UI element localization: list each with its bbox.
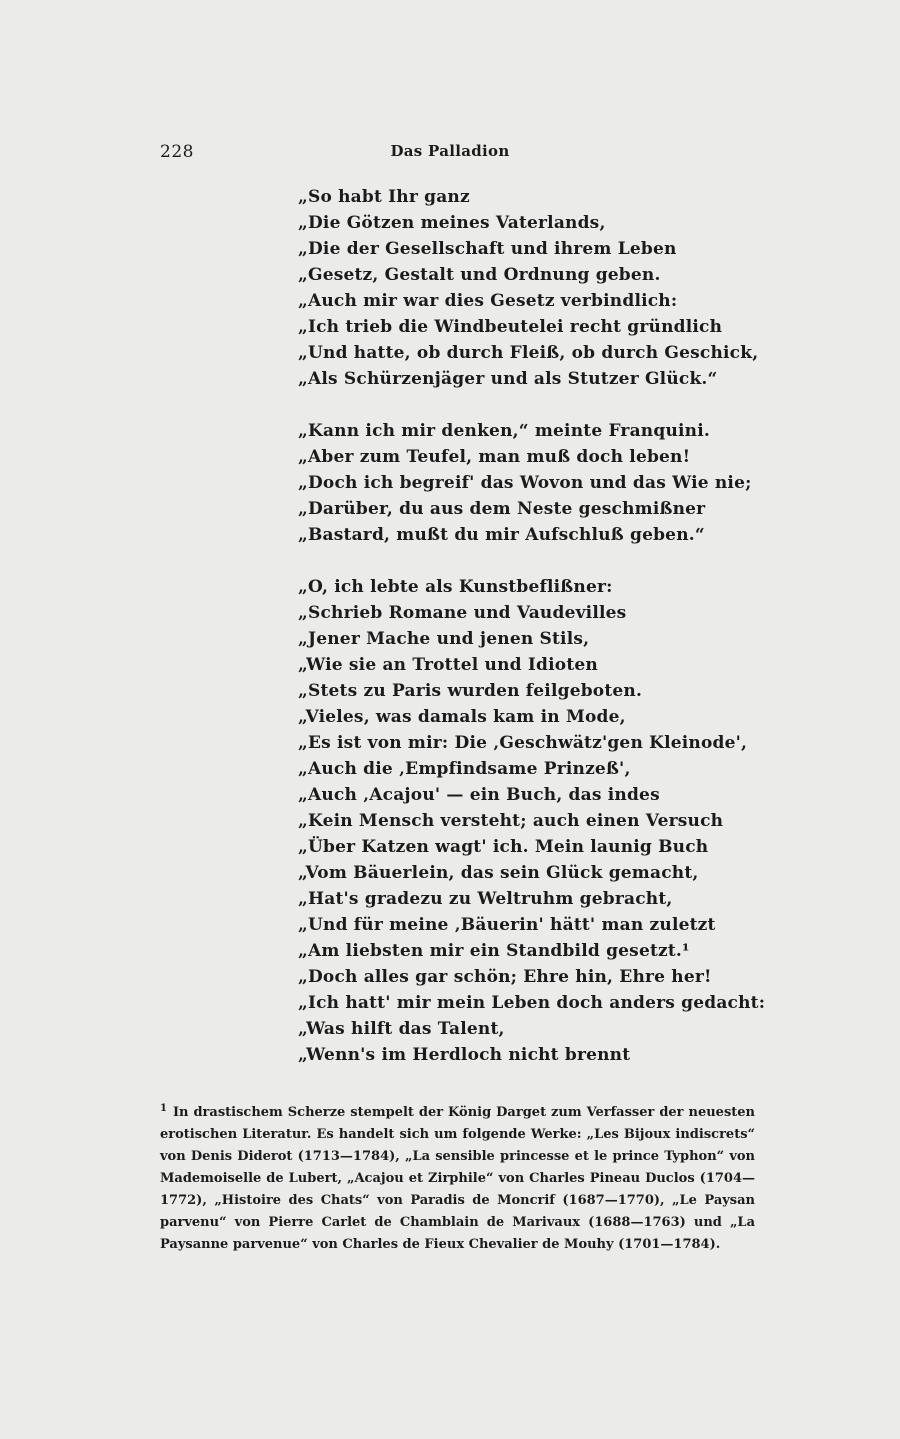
- verse-line: „Hat's gradezu zu Weltruhm gebracht,: [298, 889, 673, 909]
- verse-line: „Ich trieb die Windbeutelei recht gründlich: [298, 317, 723, 337]
- verse-line: „Kein Mensch versteht; auch einen Versuch: [298, 811, 724, 831]
- verse-line: „Bastard, mußt du mir Aufschluß geben.“: [298, 525, 705, 545]
- page-header: [160, 142, 740, 166]
- stanza: [298, 574, 766, 1068]
- verse-line: „Wie sie an Trottel und Idioten: [298, 655, 598, 675]
- verse-line: „Wenn's im Herdloch nicht brennt: [298, 1045, 631, 1065]
- verse-line: „Als Schürzenjäger und als Stutzer Glück.“: [298, 369, 718, 389]
- verse-line: „Vom Bäuerlein, das sein Glück gemacht,: [298, 863, 699, 883]
- page-number: 228: [160, 142, 194, 162]
- verse-line: „Darüber, du aus dem Neste geschmißner: [298, 499, 706, 519]
- verse-line: „Jener Mache und jenen Stils,: [298, 629, 590, 649]
- verse-line: „Auch mir war dies Gesetz verbindlich:: [298, 291, 678, 311]
- verse-line: „O, ich lebte als Kunstbeflißner:: [298, 577, 613, 597]
- poem: [298, 184, 766, 1068]
- verse-line: „Vieles, was damals kam in Mode,: [298, 707, 626, 727]
- verse-line: „Auch ‚Acajou' — ein Buch, das indes: [298, 785, 660, 805]
- footnote-text: In drastischem Scherze stempelt der König Darget zum Verfasser der neuesten erotischen Literatur. Es handelt sich um folgende Werke: „Les Bijoux indiscrets“ von Denis Diderot (1713—1784), „La sensible princesse et le prince Typhon“ von Mademoiselle de Lubert, „Acajou et Zirphile“ von Charles Pineau Duclos (1704—1772), „Histoire des Chats“ von Paradis de Moncrif (1687—1770), „Le Paysan parvenu“ von Pierre Carlet de Chamblain de Marivaux (1688—1763) und „La Paysanne parvenue“ von Charles de Fieux Chevalier de Mouhy (1701—1784).: [160, 1105, 755, 1252]
- verse-line: „Die Götzen meines Vaterlands,: [298, 213, 606, 233]
- footnotes: [160, 1102, 755, 1256]
- verse-line: „Kann ich mir denken,“ meinte Franquini.: [298, 421, 710, 441]
- verse-line: „Gesetz, Gestalt und Ordnung geben.: [298, 265, 661, 285]
- stanza: [298, 418, 752, 548]
- verse-line: „Und für meine ‚Bäuerin' hätt' man zuletzt: [298, 915, 716, 935]
- stanza: [298, 184, 759, 392]
- verse-line: „Über Katzen wagt' ich. Mein launig Buch: [298, 837, 709, 857]
- verse-line: „Was hilft das Talent,: [298, 1019, 505, 1039]
- verse-line: „Schrieb Romane und Vaudevilles: [298, 603, 627, 623]
- footnote-1: [160, 1102, 755, 1256]
- verse-line: „Doch alles gar schön; Ehre hin, Ehre her!: [298, 967, 712, 987]
- verse-line: „Und hatte, ob durch Fleiß, ob durch Geschick,: [298, 343, 759, 363]
- verse-line: „Auch die ‚Empfindsame Prinzeß',: [298, 759, 631, 779]
- verse-line: „So habt Ihr ganz: [298, 187, 470, 207]
- footnote-marker: 1: [160, 1102, 167, 1114]
- verse-line: „Stets zu Paris wurden feilgeboten.: [298, 681, 643, 701]
- verse-line: „Ich hatt' mir mein Leben doch anders gedacht:: [298, 993, 766, 1013]
- verse-line: „Aber zum Teufel, man muß doch leben!: [298, 447, 691, 467]
- verse-line: „Es ist von mir: Die ‚Geschwätz'gen Kleinode',: [298, 733, 748, 753]
- verse-line: „Doch ich begreif' das Wovon und das Wie nie;: [298, 473, 752, 493]
- verse-line: „Die der Gesellschaft und ihrem Leben: [298, 239, 677, 259]
- running-title: Das Palladion: [390, 142, 510, 160]
- verse-line: „Am liebsten mir ein Standbild gesetzt.¹: [298, 941, 690, 961]
